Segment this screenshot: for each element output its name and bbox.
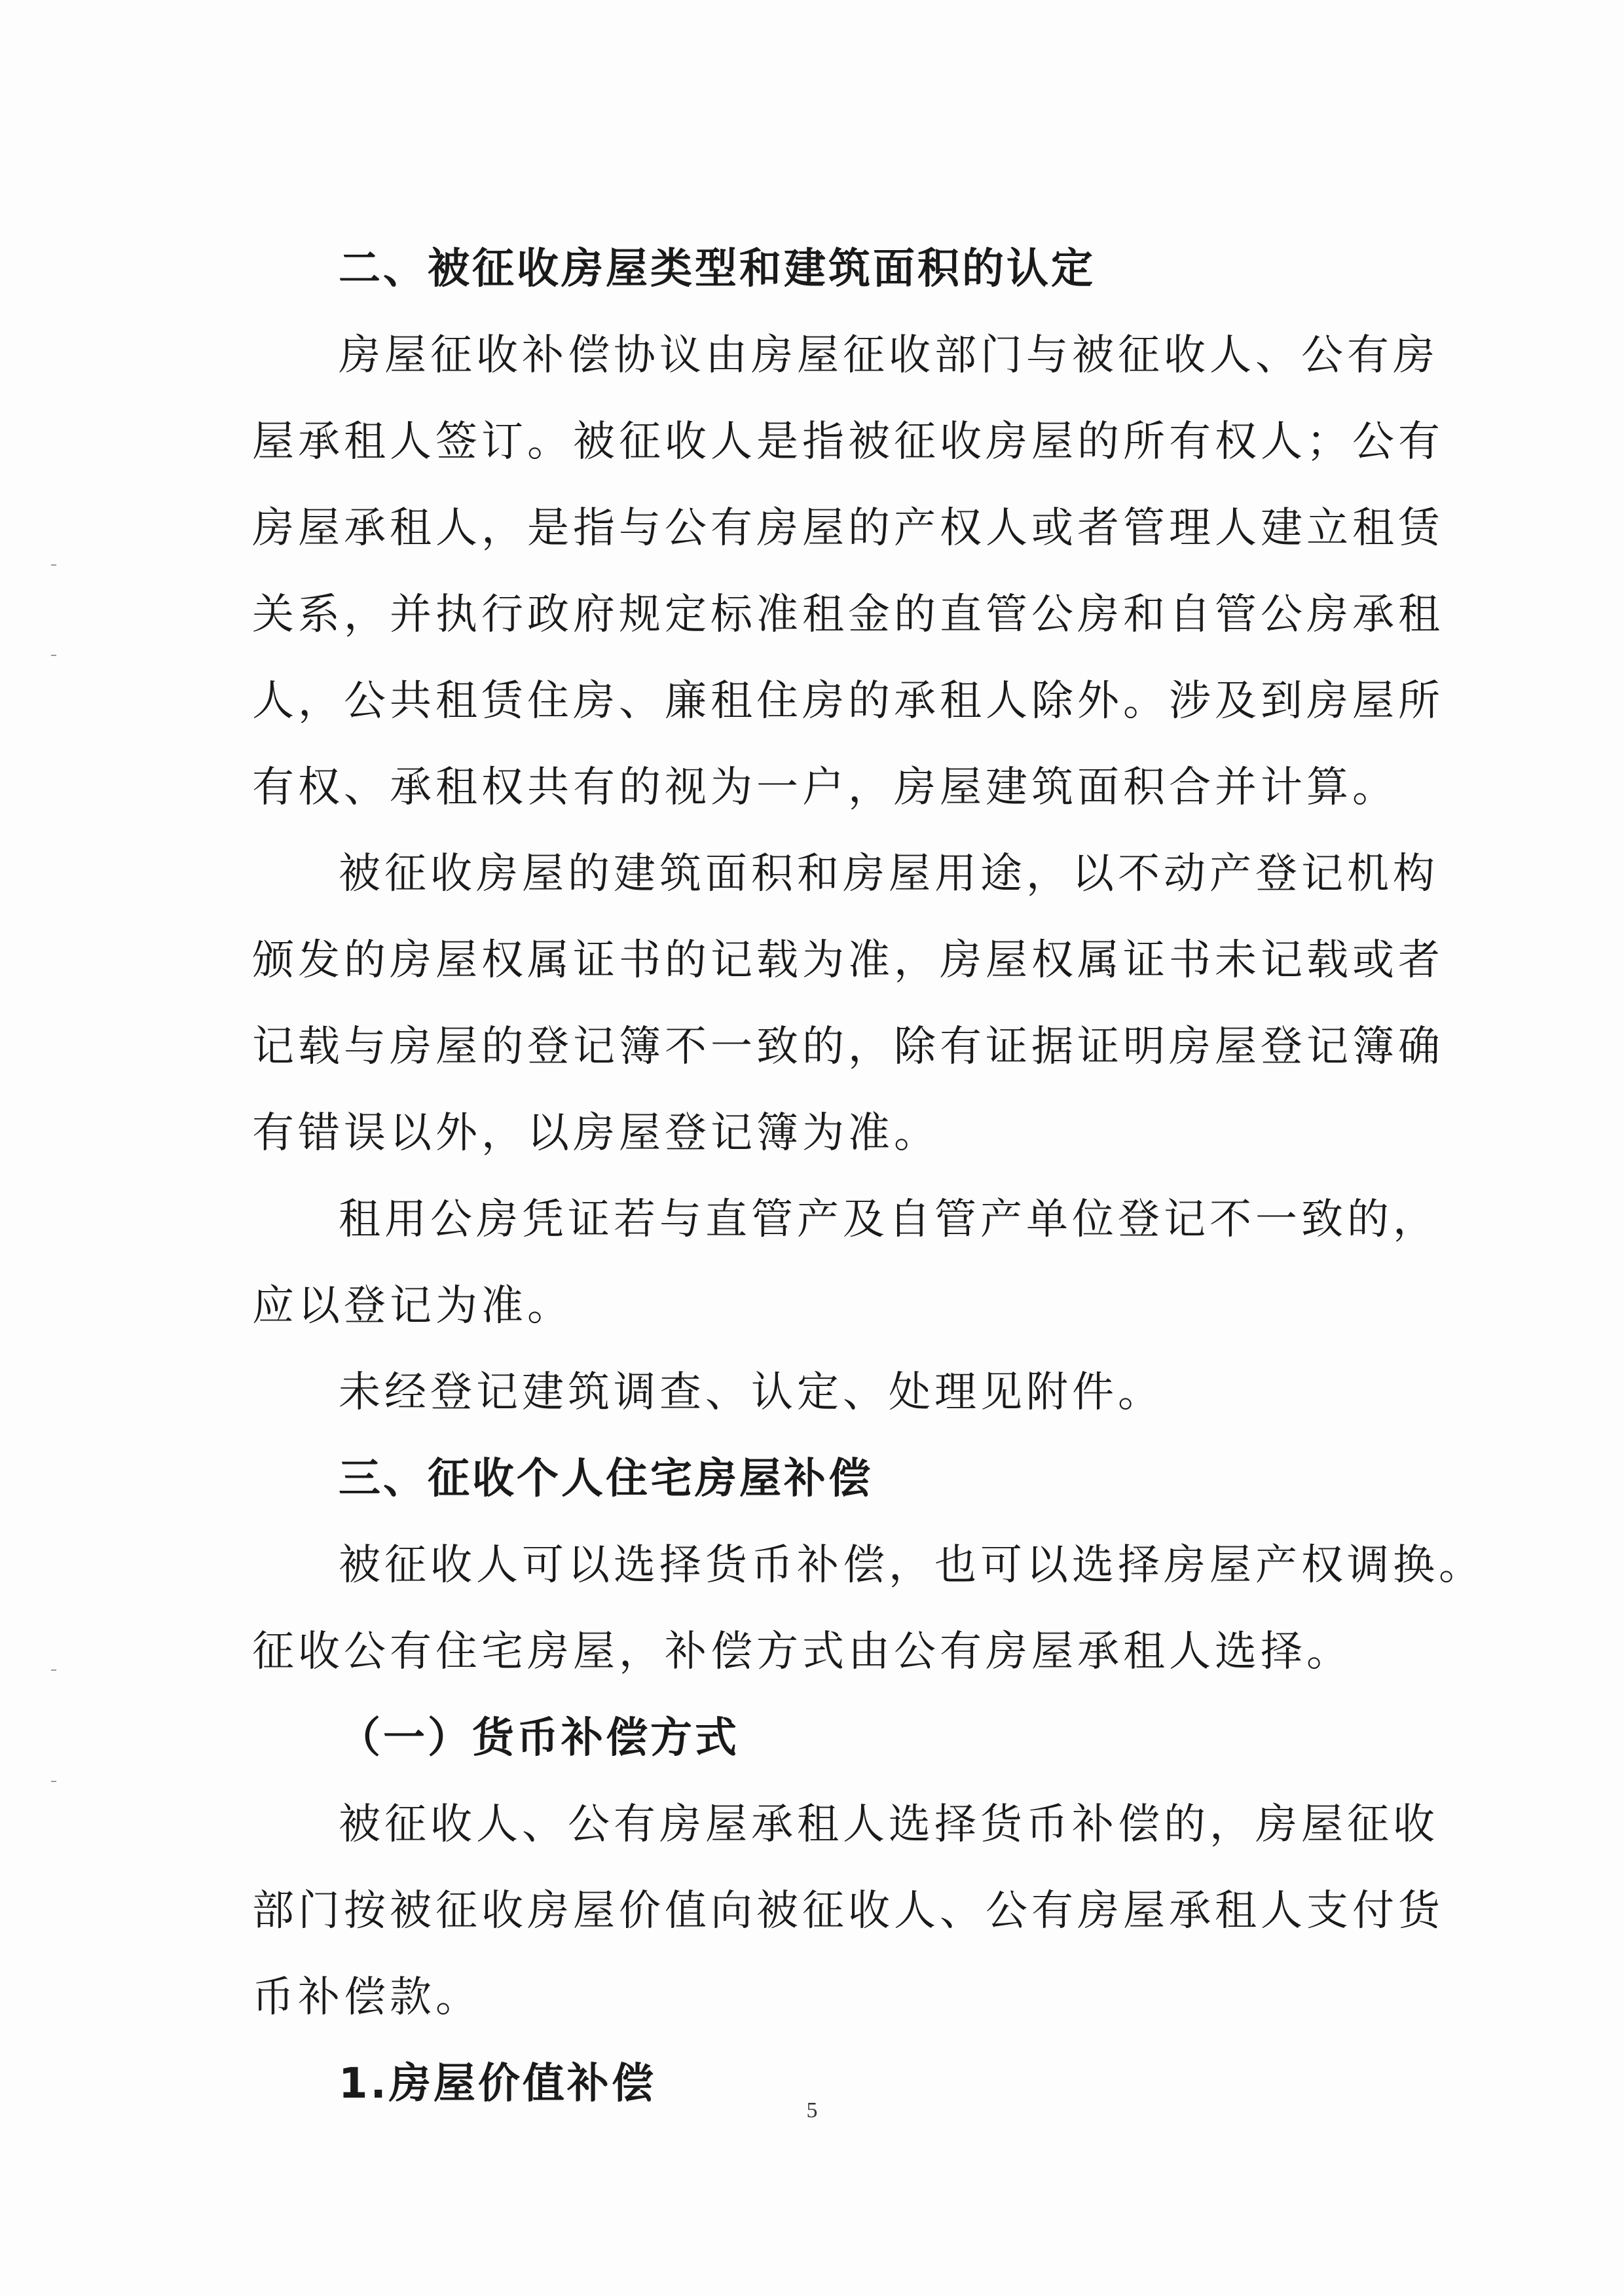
scan-mark xyxy=(51,1669,56,1671)
paragraph-line: 未经登记建筑调查、认定、处理见附件。 xyxy=(339,1368,1164,1417)
paragraph-line: 屋承租人签订。被征收人是指被征收房屋的所有权人；公有 xyxy=(252,418,1444,466)
paragraph-line: 有错误以外，以房屋登记簿为准。 xyxy=(252,1109,940,1157)
scan-mark xyxy=(51,564,56,566)
scan-mark xyxy=(51,655,56,656)
paragraph-line: 颁发的房屋权属证书的记载为准，房屋权属证书未记载或者 xyxy=(252,936,1444,985)
paragraph-line: 币补偿款。 xyxy=(252,1973,481,2022)
paragraph-line: 房屋征收补偿协议由房屋征收部门与被征收人、公有房 xyxy=(339,331,1439,380)
document-body xyxy=(252,226,1485,2127)
paragraph-line: 关系，并执行政府规定标准租金的直管公房和自管公房承租 xyxy=(252,591,1444,639)
paragraph-line: 被征收房屋的建筑面积和房屋用途，以不动产登记机构 xyxy=(339,850,1439,898)
section-heading: 三、征收个人住宅房屋补偿 xyxy=(339,1455,873,1503)
paragraph-line: 被征收人、公有房屋承租人选择货币补偿的，房屋征收 xyxy=(339,1800,1439,1849)
paragraph-line: 部门按被征收房屋价值向被征收人、公有房屋承租人支付货 xyxy=(252,1887,1444,1935)
section-heading: 1.房屋价值补偿 xyxy=(339,2060,656,2108)
section-heading: 二、被征收房屋类型和建筑面积的认定 xyxy=(339,245,1096,293)
paragraph-line: 租用公房凭证若与直管产及自管产单位登记不一致的， xyxy=(339,1195,1439,1244)
paragraph-line: 记载与房屋的登记簿不一致的，除有证据证明房屋登记簿确 xyxy=(252,1023,1444,1071)
paragraph-line: 征收公有住宅房屋，补偿方式由公有房屋承租人选择。 xyxy=(252,1628,1352,1676)
section-heading: （一）货币补偿方式 xyxy=(339,1714,739,1762)
paragraph-line: 房屋承租人，是指与公有房屋的产权人或者管理人建立租赁 xyxy=(252,504,1444,553)
paragraph-line: 被征收人可以选择货币补偿，也可以选择房屋产权调换。 xyxy=(339,1541,1485,1590)
paragraph-line: 人，公共租赁住房、廉租住房的承租人除外。涉及到房屋所 xyxy=(252,677,1444,725)
scan-mark xyxy=(51,1781,56,1782)
paragraph-line: 应以登记为准。 xyxy=(252,1282,573,1330)
paragraph-line: 有权、承租权共有的视为一户，房屋建筑面积合并计算。 xyxy=(252,763,1398,812)
page-number: 5 xyxy=(806,2098,818,2123)
